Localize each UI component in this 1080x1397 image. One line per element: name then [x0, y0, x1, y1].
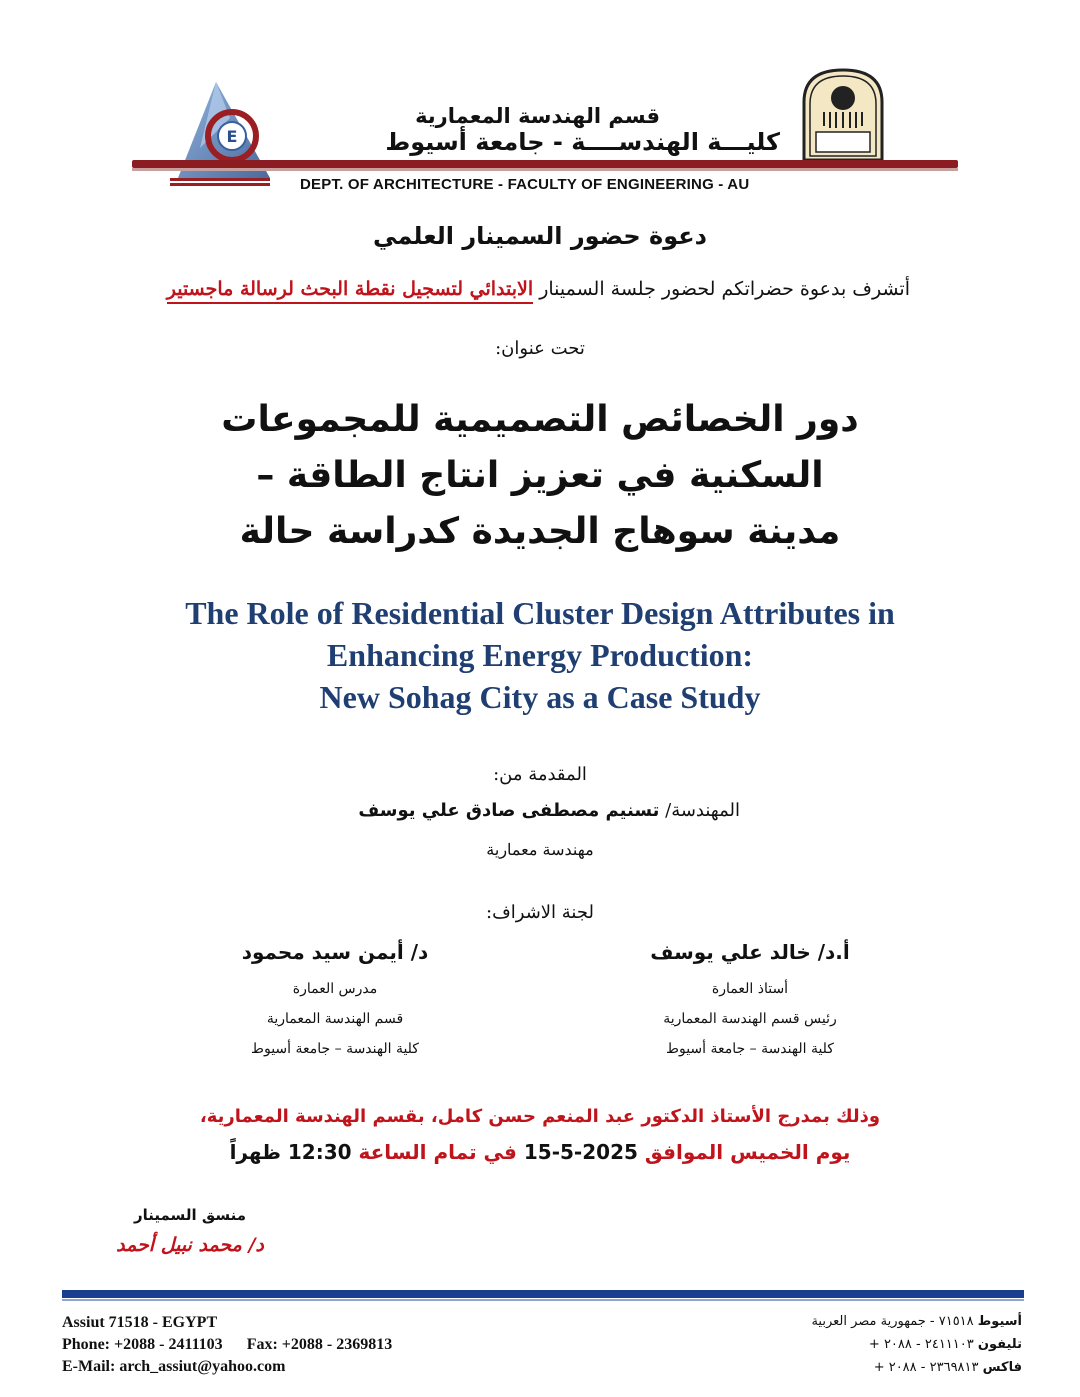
- coordinator-name: د/ محمد نبيل أحمد: [116, 1234, 264, 1256]
- supervisor-name: أ.د/ خالد علي يوسف: [650, 940, 850, 964]
- svg-text:E: E: [226, 127, 238, 146]
- footer-address-ar-label: أسيوط: [977, 1314, 1022, 1329]
- presenter-prefix: المهندسة/: [659, 800, 740, 821]
- venue-day: يوم الخميس الموافق: [637, 1140, 851, 1164]
- presented-by-label: المقدمة من:: [493, 764, 587, 785]
- supervisor-title: مدرس العمارة: [292, 981, 378, 997]
- footer-phone-ar: [702, 1333, 1022, 1356]
- footer-email-en: E-Mail: arch_assiut@yahoo.com: [62, 1358, 286, 1375]
- supervisor-title: أستاذ العمارة: [711, 981, 789, 997]
- header-divider-shadow: [132, 168, 958, 171]
- header-divider-bar: [132, 160, 958, 168]
- footer-fax-ar-label: فاكس: [982, 1360, 1022, 1375]
- supervisor-card: [155, 940, 515, 1064]
- invitation-text-highlight: الابتدائي لتسجيل نقطة البحث لرسالة ماجستير: [167, 278, 533, 304]
- presenter-name: تسنيم مصطفى صادق علي يوسف: [358, 800, 660, 821]
- venue-date: 2025-5-15: [523, 1140, 638, 1164]
- footer-phone-en: Phone: +2088 - 2411103: [62, 1336, 223, 1353]
- supervisor-card: [570, 940, 930, 1064]
- footer-phone-ar-label: تليفون: [977, 1337, 1022, 1352]
- footer-fax-ar-value: ٢٣٦٩٨١٣ - ٢٠٨٨ +: [873, 1360, 983, 1375]
- supervisor-faculty: كلية الهندسة – جامعة أسيوط: [666, 1041, 834, 1057]
- footer-contact-arabic: [702, 1310, 1022, 1379]
- thesis-title-english-line: Enhancing Energy Production:: [326, 637, 754, 673]
- footer-fax-ar: [702, 1356, 1022, 1379]
- faculty-logo-icon: [170, 78, 290, 190]
- committee-label: لجنة الاشراف:: [486, 902, 594, 923]
- supervisor-faculty: كلية الهندسة – جامعة أسيوط: [251, 1041, 419, 1057]
- thesis-title-english-line: The Role of Residential Cluster Design Attributes in: [185, 595, 895, 631]
- venue-time: 12:30 ظهراً: [229, 1140, 352, 1164]
- presenter-role: مهندسة معمارية: [486, 840, 594, 859]
- thesis-title-arabic-line: مدينة سوهاج الجديدة كدراسة حالة: [239, 511, 841, 552]
- supervisor-dept: رئيس قسم الهندسة المعمارية: [663, 1011, 837, 1027]
- venue-location: وذلك بمدرج الأستاذ الدكتور عبد المنعم حسن كامل، بقسم الهندسة المعمارية،: [199, 1106, 881, 1127]
- thesis-title-arabic: [140, 392, 940, 560]
- venue-at: في تمام الساعة: [351, 1140, 524, 1164]
- venue-datetime: [0, 1140, 1080, 1164]
- coordinator-label: منسق السمينار: [133, 1206, 247, 1224]
- footer-divider-shadow: [62, 1299, 1024, 1301]
- invitation-title: دعوة حضور السمينار العلمي: [373, 222, 707, 250]
- thesis-title-arabic-line: السكنية في تعزيز انتاج الطاقة –: [256, 455, 824, 496]
- university-seal-icon: [800, 66, 886, 160]
- footer-contact-english: [62, 1312, 392, 1378]
- footer-phone-ar-value: ٢٤١١١٠٣ - ٢٠٨٨ +: [868, 1337, 978, 1352]
- footer-divider-bar: [62, 1290, 1024, 1298]
- thesis-title-arabic-line: دور الخصائص التصميمية للمجموعات: [221, 399, 859, 440]
- footer-address-ar-value: ٧١٥١٨ - جمهورية مصر العربية: [811, 1314, 978, 1329]
- presenter-line: [200, 800, 740, 821]
- invitation-text: [150, 278, 910, 300]
- dept-name-arabic: قسم الهندسة المعمارية: [415, 104, 660, 128]
- footer-address-en: Assiut 71518 - EGYPT: [62, 1314, 218, 1331]
- footer-fax-en: Fax: +2088 - 2369813: [246, 1336, 393, 1353]
- invitation-text-prefix: أتشرف بدعوة حضراتكم لحضور جلسة السمينار: [533, 278, 910, 300]
- dept-name-english: DEPT. OF ARCHITECTURE - FACULTY OF ENGINEERING - AU: [300, 176, 750, 193]
- letterhead: [0, 0, 1080, 200]
- footer-phone-fax-en: [62, 1334, 392, 1356]
- supervisor-dept: قسم الهندسة المعمارية: [266, 1011, 404, 1027]
- thesis-title-english-line: New Sohag City as a Case Study: [319, 679, 761, 715]
- supervisor-name: د/ أيمن سيد محمود: [241, 940, 429, 964]
- thesis-title-english: [60, 592, 1020, 718]
- under-title-label: تحت عنوان:: [495, 338, 585, 359]
- footer-address-ar: [702, 1310, 1022, 1333]
- faculty-name-arabic: كليـــة الهندســــة - جامعة أسيوط: [385, 128, 780, 156]
